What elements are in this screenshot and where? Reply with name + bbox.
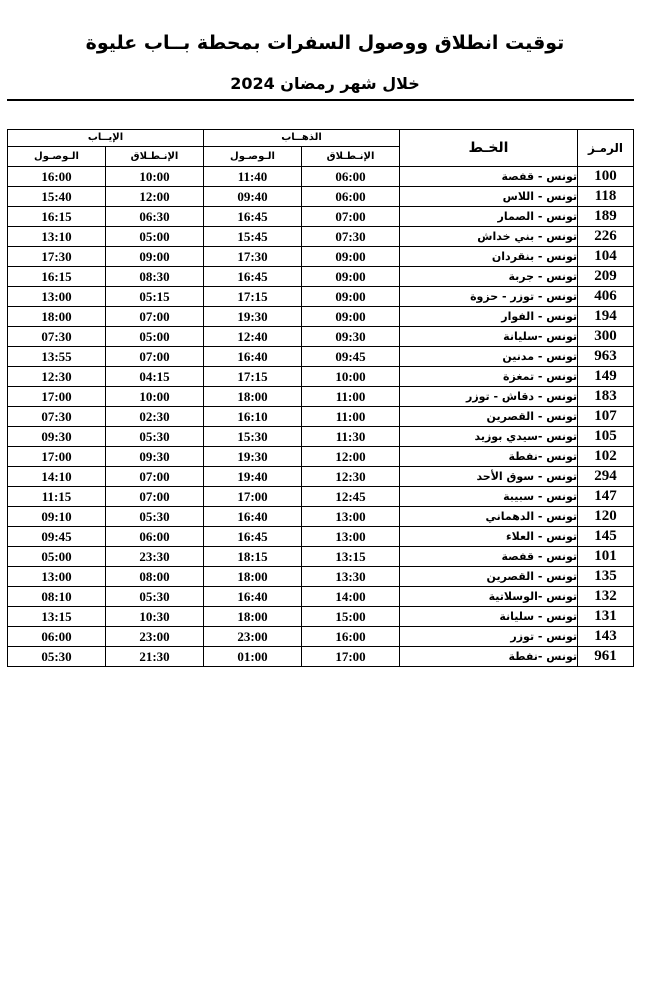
route-code: 294: [578, 467, 634, 487]
outbound-departure: 13:30: [302, 567, 400, 587]
header-code: الرمـز: [578, 130, 634, 167]
outbound-arrival: 23:00: [204, 627, 302, 647]
route-line: تونس - الفوار: [400, 307, 578, 327]
route-line: تونس - الصمار: [400, 207, 578, 227]
outbound-departure: 06:00: [302, 167, 400, 187]
route-code: 961: [578, 647, 634, 667]
route-code: 209: [578, 267, 634, 287]
route-code: 131: [578, 607, 634, 627]
route-code: 132: [578, 587, 634, 607]
route-line: تونس - دقاش - توزر: [400, 387, 578, 407]
route-line: تونس - قفصة: [400, 167, 578, 187]
route-line: تونس -سيدي بوزيد: [400, 427, 578, 447]
return-departure: 10:00: [106, 167, 204, 187]
route-line: تونس - سوق الأحد: [400, 467, 578, 487]
return-arrival: 12:30: [8, 367, 106, 387]
outbound-arrival: 16:45: [204, 207, 302, 227]
outbound-arrival: 18:00: [204, 567, 302, 587]
table-row: [8, 267, 634, 287]
outbound-departure: 09:00: [302, 247, 400, 267]
outbound-departure: 11:30: [302, 427, 400, 447]
route-line: تونس -سليانة: [400, 327, 578, 347]
outbound-arrival: 17:30: [204, 247, 302, 267]
route-code: 120: [578, 507, 634, 527]
outbound-arrival: 19:30: [204, 307, 302, 327]
outbound-arrival: 16:40: [204, 347, 302, 367]
return-departure: 05:15: [106, 287, 204, 307]
header-return: الإيــاب: [8, 130, 204, 147]
outbound-departure: 13:00: [302, 527, 400, 547]
route-code: 300: [578, 327, 634, 347]
header-outbound-arrival: الـوصـول: [204, 147, 302, 167]
header-return-arrival: الـوصـول: [8, 147, 106, 167]
outbound-arrival: 01:00: [204, 647, 302, 667]
outbound-departure: 15:00: [302, 607, 400, 627]
route-line: تونس - توزر: [400, 627, 578, 647]
header-outbound: الذهــاب: [204, 130, 400, 147]
route-line: تونس - العلاء: [400, 527, 578, 547]
outbound-departure: 09:45: [302, 347, 400, 367]
outbound-arrival: 17:00: [204, 487, 302, 507]
outbound-arrival: 11:40: [204, 167, 302, 187]
outbound-departure: 14:00: [302, 587, 400, 607]
route-line: تونس - سبيبة: [400, 487, 578, 507]
return-departure: 07:00: [106, 467, 204, 487]
route-code: 107: [578, 407, 634, 427]
route-code: 406: [578, 287, 634, 307]
return-departure: 09:00: [106, 247, 204, 267]
route-line: تونس - القصرين: [400, 407, 578, 427]
route-line: تونس - قفصة: [400, 547, 578, 567]
route-line: تونس - الدهماني: [400, 507, 578, 527]
table-row: [8, 627, 634, 647]
outbound-departure: 09:30: [302, 327, 400, 347]
return-departure: 10:00: [106, 387, 204, 407]
route-code: 149: [578, 367, 634, 387]
table-row: [8, 307, 634, 327]
title-divider: [7, 99, 634, 101]
table-row: [8, 427, 634, 447]
return-departure: 10:30: [106, 607, 204, 627]
return-departure: 05:30: [106, 587, 204, 607]
route-line: تونس - تمغزة: [400, 367, 578, 387]
schedule-body: [8, 167, 634, 667]
outbound-departure: 06:00: [302, 187, 400, 207]
table-row: [8, 187, 634, 207]
outbound-departure: 13:00: [302, 507, 400, 527]
return-arrival: 13:55: [8, 347, 106, 367]
return-arrival: 17:00: [8, 387, 106, 407]
return-departure: 06:00: [106, 527, 204, 547]
route-line: تونس - بني خداش: [400, 227, 578, 247]
return-arrival: 09:10: [8, 507, 106, 527]
outbound-departure: 17:00: [302, 647, 400, 667]
return-arrival: 14:10: [8, 467, 106, 487]
outbound-arrival: 15:30: [204, 427, 302, 447]
table-row: [8, 507, 634, 527]
return-departure: 02:30: [106, 407, 204, 427]
page-subtitle: خلال شهر رمضان 2024: [230, 74, 420, 93]
outbound-arrival: 16:45: [204, 527, 302, 547]
table-row: [8, 347, 634, 367]
outbound-departure: 07:00: [302, 207, 400, 227]
page-title: توقيت انطلاق ووصول السفرات بمحطة بــاب عليوة: [85, 32, 565, 54]
return-arrival: 13:00: [8, 287, 106, 307]
table-row: [8, 527, 634, 547]
schedule-table: [7, 129, 634, 667]
outbound-arrival: 18:15: [204, 547, 302, 567]
table-row: [8, 367, 634, 387]
return-departure: 07:00: [106, 347, 204, 367]
return-departure: 06:30: [106, 207, 204, 227]
table-row: [8, 207, 634, 227]
route-code: 118: [578, 187, 634, 207]
outbound-arrival: 16:40: [204, 507, 302, 527]
route-code: 189: [578, 207, 634, 227]
return-departure: 05:30: [106, 427, 204, 447]
outbound-arrival: 19:40: [204, 467, 302, 487]
return-departure: 09:30: [106, 447, 204, 467]
return-departure: 23:00: [106, 627, 204, 647]
route-line: تونس - جربة: [400, 267, 578, 287]
return-departure: 08:30: [106, 267, 204, 287]
table-row: [8, 647, 634, 667]
outbound-departure: 07:30: [302, 227, 400, 247]
table-row: [8, 227, 634, 247]
return-arrival: 17:00: [8, 447, 106, 467]
return-arrival: 13:00: [8, 567, 106, 587]
header-outbound-departure: الإنـطـلاق: [302, 147, 400, 167]
outbound-departure: 16:00: [302, 627, 400, 647]
return-arrival: 06:00: [8, 627, 106, 647]
return-departure: 07:00: [106, 487, 204, 507]
route-code: 183: [578, 387, 634, 407]
return-departure: 21:30: [106, 647, 204, 667]
route-code: 105: [578, 427, 634, 447]
return-departure: 07:00: [106, 307, 204, 327]
route-code: 143: [578, 627, 634, 647]
return-arrival: 05:00: [8, 547, 106, 567]
outbound-departure: 09:00: [302, 287, 400, 307]
outbound-departure: 12:30: [302, 467, 400, 487]
return-arrival: 07:30: [8, 407, 106, 427]
table-row: [8, 167, 634, 187]
table-row: [8, 327, 634, 347]
header-return-departure: الإنـطـلاق: [106, 147, 204, 167]
outbound-departure: 13:15: [302, 547, 400, 567]
outbound-departure: 12:00: [302, 447, 400, 467]
outbound-arrival: 17:15: [204, 367, 302, 387]
route-code: 145: [578, 527, 634, 547]
return-arrival: 13:15: [8, 607, 106, 627]
outbound-arrival: 18:00: [204, 387, 302, 407]
outbound-departure: 09:00: [302, 307, 400, 327]
outbound-arrival: 15:45: [204, 227, 302, 247]
outbound-arrival: 17:15: [204, 287, 302, 307]
route-code: 104: [578, 247, 634, 267]
route-line: تونس -نفطة: [400, 447, 578, 467]
return-departure: 08:00: [106, 567, 204, 587]
outbound-arrival: 12:40: [204, 327, 302, 347]
return-arrival: 05:30: [8, 647, 106, 667]
return-arrival: 11:15: [8, 487, 106, 507]
route-code: 226: [578, 227, 634, 247]
route-code: 102: [578, 447, 634, 467]
outbound-arrival: 19:30: [204, 447, 302, 467]
outbound-arrival: 16:10: [204, 407, 302, 427]
return-arrival: 08:10: [8, 587, 106, 607]
return-departure: 05:30: [106, 507, 204, 527]
route-line: تونس -نفطة: [400, 647, 578, 667]
route-code: 135: [578, 567, 634, 587]
route-code: 194: [578, 307, 634, 327]
return-arrival: 15:40: [8, 187, 106, 207]
outbound-arrival: 18:00: [204, 607, 302, 627]
route-code: 963: [578, 347, 634, 367]
outbound-arrival: 16:45: [204, 267, 302, 287]
route-line: تونس - سليانة: [400, 607, 578, 627]
route-code: 147: [578, 487, 634, 507]
return-arrival: 16:00: [8, 167, 106, 187]
route-code: 101: [578, 547, 634, 567]
route-line: تونس - بنقردان: [400, 247, 578, 267]
route-code: 100: [578, 167, 634, 187]
route-line: تونس - اللاس: [400, 187, 578, 207]
outbound-departure: 11:00: [302, 387, 400, 407]
outbound-arrival: 16:40: [204, 587, 302, 607]
return-arrival: 13:10: [8, 227, 106, 247]
table-row: [8, 567, 634, 587]
return-departure: 05:00: [106, 327, 204, 347]
return-departure: 12:00: [106, 187, 204, 207]
return-arrival: 09:45: [8, 527, 106, 547]
outbound-departure: 09:00: [302, 267, 400, 287]
route-line: تونس -الوسلاتية: [400, 587, 578, 607]
table-row: [8, 467, 634, 487]
return-departure: 05:00: [106, 227, 204, 247]
outbound-departure: 10:00: [302, 367, 400, 387]
outbound-arrival: 09:40: [204, 187, 302, 207]
route-line: تونس - القصرين: [400, 567, 578, 587]
return-arrival: 07:30: [8, 327, 106, 347]
table-row: [8, 287, 634, 307]
header-line: الخـط: [400, 130, 578, 167]
return-arrival: 16:15: [8, 207, 106, 227]
table-row: [8, 587, 634, 607]
return-arrival: 17:30: [8, 247, 106, 267]
return-arrival: 18:00: [8, 307, 106, 327]
table-row: [8, 547, 634, 567]
table-row: [8, 387, 634, 407]
route-line: تونس - مدنين: [400, 347, 578, 367]
table-row: [8, 247, 634, 267]
return-departure: 04:15: [106, 367, 204, 387]
return-arrival: 09:30: [8, 427, 106, 447]
outbound-departure: 12:45: [302, 487, 400, 507]
return-arrival: 16:15: [8, 267, 106, 287]
table-row: [8, 447, 634, 467]
table-row: [8, 607, 634, 627]
table-row: [8, 407, 634, 427]
outbound-departure: 11:00: [302, 407, 400, 427]
route-line: تونس - توزر - حزوة: [400, 287, 578, 307]
return-departure: 23:30: [106, 547, 204, 567]
table-row: [8, 487, 634, 507]
